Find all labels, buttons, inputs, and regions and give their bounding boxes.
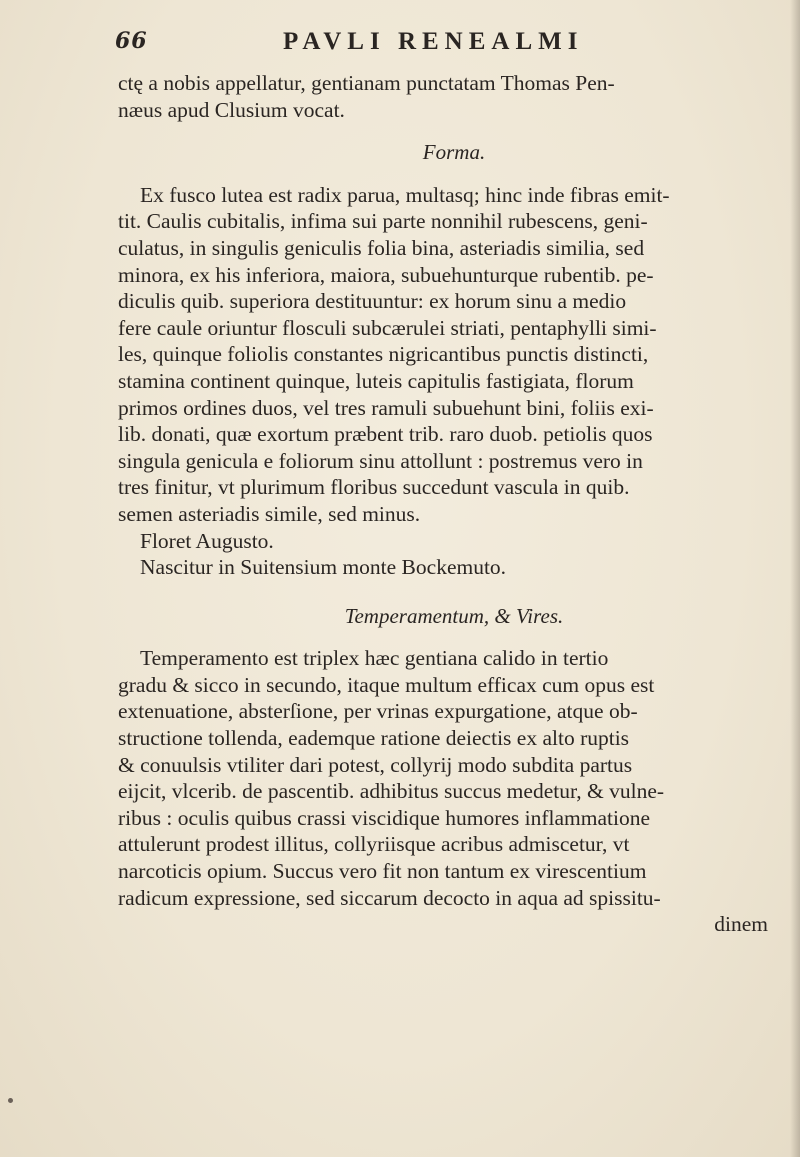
running-head: PAVLI RENEALMI [283, 28, 584, 55]
paragraph-line: culatus, in singulis geniculis folia bina, asteriadis similia, sed [118, 235, 645, 260]
paragraph-line: stamina continent quinque, luteis capitulis fastigiata, florum [118, 368, 634, 393]
paragraph-line: radicum expressione, sed siccarum decocto in aqua ad spissitu- [118, 885, 661, 910]
paragraph-line: diculis quib. superiora destituuntur: ex horum sinu a medio [118, 289, 627, 314]
paragraph-line: gradu & sicco in secundo, itaque multum efficax cum opus est [118, 672, 655, 697]
ink-speck [8, 1098, 13, 1103]
paragraph-line: attulerunt prodest illitus, collyriisque acribus admiscetur, vt [118, 832, 630, 857]
paragraph-line: primos ordines duos, vel tres ramuli subuehunt bini, foliis exi- [118, 395, 654, 420]
paragraph-line: minora, ex his inferiora, maiora, subuehunturque rubentib. pe- [118, 262, 654, 287]
paragraph-line: tit. Caulis cubitalis, infima sui parte nonnihil rubescens, geni- [118, 209, 648, 234]
paragraph-line: Ex fusco lutea est radix parua, multasq; hinc inde fibras emit- [140, 182, 670, 207]
paragraph-line: narcoticis opium. Succus vero fit non tantum ex virescentium [118, 859, 647, 884]
paragraph-line: singula genicula e foliorum sinu attollunt : postremus vero in [118, 448, 643, 473]
paragraph-line: Temperamento est triplex hæc gentiana calido in tertio [140, 646, 609, 671]
page-header [115, 28, 715, 60]
intro-line: ctę a nobis appellatur, gentianam punctatam Thomas Pen- [118, 71, 615, 95]
catchword: dinem [714, 912, 768, 937]
paragraph-line: ribus : oculis quibus crassi viscidique humores inflammatione [118, 805, 651, 830]
paragraph-line: semen asteriadis simile, sed minus. [118, 501, 421, 526]
section-heading-vires: Temperamentum, & Vires. [344, 603, 564, 628]
paragraph-line: tres finitur, vt plurimum floribus succedunt vascula in quib. [118, 475, 630, 500]
body-text [118, 70, 790, 938]
paragraph-line: fere caule oriuntur flosculi subcærulei striati, pentaphylli simi- [118, 315, 657, 340]
intro-line: næus apud Clusium vocat. [118, 97, 345, 122]
page-edge-shadow [790, 0, 800, 1157]
floret-line: Floret Augusto. [140, 528, 274, 553]
paragraph-line: & conuulsis vtiliter dari potest, collyrij modo subdita partus [118, 752, 633, 777]
paragraph-line: lib. donati, quæ exortum præbent trib. raro duob. petiolis quos [118, 422, 653, 447]
paragraph-line: structione tollenda, eademque ratione deiectis ex alto ruptis [118, 726, 630, 751]
nascitur-line: Nascitur in Suitensium monte Bockemuto. [140, 555, 507, 580]
paragraph-line: extenuatione, absterſione, per vrinas expurgatione, atque ob- [118, 699, 638, 724]
paragraph-line: eijcit, vlcerib. de pascentib. adhibitus succus medetur, & vulne- [118, 779, 665, 804]
section-heading-forma: Forma. [422, 140, 486, 165]
page-number: 66 [115, 28, 148, 54]
paragraph-line: les, quinque foliolis constantes nigricantibus punctis distincti, [118, 342, 649, 367]
